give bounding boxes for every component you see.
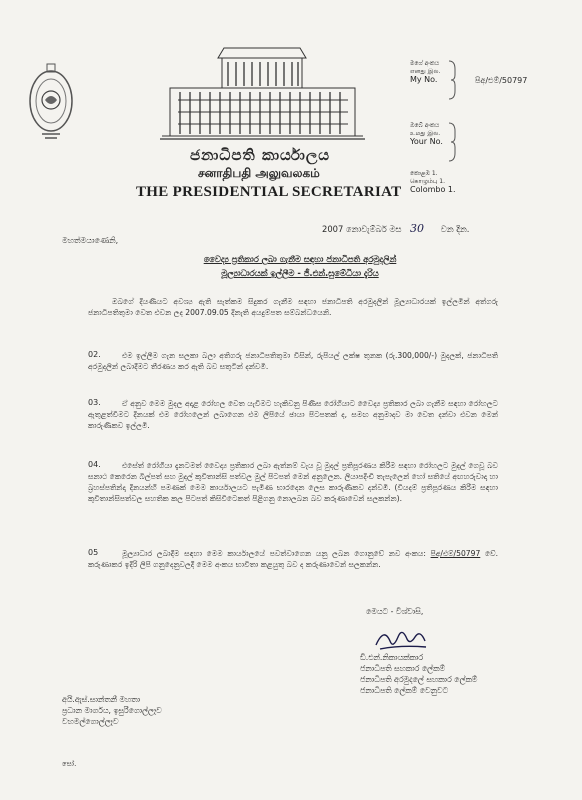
- paragraph-5-part-b: වේ. කරුණාකර ඉදිරි ලිපි ගනුදෙනුවලදී මෙම අංකය භාවිතා කළයුතු බව ද කරුණාවෙන් සලකන්න.: [88, 549, 499, 569]
- letterhead-title-tamil: சனாதிபதி அலுவலகம்: [198, 166, 320, 180]
- your-number-bracket: [448, 122, 456, 162]
- my-no-label-english: My No.: [410, 75, 438, 84]
- paragraph-5-ref-number: පිඅ/එම්/50797: [430, 549, 481, 558]
- footer-mark: සෝ.: [62, 760, 77, 768]
- my-no-label-sinhala: මගේ අංකය: [410, 60, 440, 67]
- signatory-title-3: ජනාධිපති ලේකම් වෙනුවට: [360, 686, 449, 695]
- recipient-line-2: ප්‍රධාන මාර්ගය, ඉසුරිගොල්ලෑව: [62, 706, 162, 715]
- your-no-label-tamil: உமது இல.: [410, 130, 441, 137]
- paragraph-5-number: 05: [88, 548, 99, 557]
- signatory-title-1: ජනාධිපති සහකාර ලේකම්: [360, 664, 446, 673]
- my-no-label-tamil: எனது இல.: [410, 68, 441, 75]
- date-suffix: වන දින.: [440, 224, 470, 234]
- letterhead-title-english: THE PRESIDENTIAL SECRETARIAT: [136, 184, 402, 200]
- paragraph-5: [88, 548, 498, 570]
- address-tamil: கொழும்பு 1.: [410, 178, 445, 185]
- paragraph-4-number: 04.: [88, 460, 101, 469]
- sri-lanka-emblem: [28, 58, 74, 144]
- paragraph-1: ඔබගේ දියණියට අවශ්‍ය ඇති සැත්කම සිදුකර ගැනීම සඳහා ජනාධිපති අරමුදලින් මූල්‍යාධාරයක් ඉල්ලමින් අත්ගරු ජනාධිපතිතුමා වෙත එවන ලද 2007.09.05 දිනැති අයදුම්පත සම්බන්ධයෙනි.: [88, 297, 498, 317]
- handwritten-signature: [372, 625, 442, 653]
- paragraph-5-part-a: මූල්‍යාධාර ලබාදීම සඳහා මෙම කාර්යාලයේ පවත්වාගෙන යනු ලබන ගොනුවේ නව අංකය:: [122, 549, 426, 558]
- my-number-value: පිඅ/එම්/50797: [475, 76, 528, 85]
- date-text: 2007 නොවැම්බර් මස: [322, 224, 402, 234]
- signatory-block: [360, 652, 560, 696]
- subject-line-2: මූල්‍යාධාරයක් ඉල්ලීම - ජී.එන්.සුමේධියා දැරිය: [221, 268, 379, 278]
- paragraph-3: ඒ අනුව මෙම මුදල අදාළ රෝහල වෙත යැවීමට හැකිවනු පිණිස රෝගියාට වෛද්‍ය ප්‍රතිකාර ලබා ගැනීම සඳහා රෝහලට ඇතුළත්වීමට දිනයක් එම රෝහලෙන් ලබාගෙන එම ලිපියේ ඡායා පිටපතක් ද, සමඟ අනුමාදව මා වෙත දන්වා එවන මෙන් කාරුණිකව ඉල්ලමි.: [88, 399, 498, 430]
- recipient-address: [62, 694, 262, 727]
- address-sinhala: කොළඹ 1.: [410, 170, 438, 177]
- paragraph-4: එසේත් රෝගියා දැනටමත් වෛද්‍ය ප්‍රතිකාර ලබා ඇත්නම් වැය වූ මුදල් ප්‍රතිපූරණය කිරීම සඳහා රෝහලට මුදල් ගෙවූ බව සනාථ කෙරෙන බිල්පත් සහ මුදල් කුවිතාන්සි පත්වල මුල් පිටපත් මෙන් අනුලෙන. ලියාපදිංචි තැපැලෙන් හෝ සතියේ අඟහරුවාදා හා බ්‍රහස්පතින්දා දිනයන්හි පමණක් මෙම කාර්යාලයට පැමිණ භාරදෙන ලෙස කාරුණිකව දන්වමි. (වියදම් ප්‍රතිපූරණය කිරීම සඳහා කුවිතාන්සිපත්වල සහතික කල පිටපත් කිසිවිටෙකත් පිළිගනු නොලබන බව කරුණාවෙන් සලකන්න).: [88, 461, 498, 503]
- sign-off: මෙයට - විශ්වාසි,: [366, 607, 424, 616]
- my-number-bracket: [448, 60, 456, 100]
- your-no-label-english: Your No.: [410, 137, 443, 146]
- your-no-label-sinhala: ඔබේ අංකය: [410, 122, 440, 129]
- recipient-line-1: අයි.ඇස්.සාන්තනී මහතා: [62, 695, 141, 704]
- address-english: Colombo 1.: [410, 185, 456, 194]
- paragraph-2-number: 02.: [88, 350, 101, 359]
- letterhead-title-sinhala: ජනාධිපති කාර්යාලය: [190, 146, 331, 164]
- address-block: [410, 170, 470, 194]
- presidential-secretariat-building-illustration: [160, 40, 365, 142]
- subject-line-1: වෛද්‍ය ප්‍රතිකාර ලබා ගැනීම සඳහා ජනාධිපති අරමුදලින්: [203, 254, 397, 264]
- signatory-name: ඩී.එන්.නිකායක්කාර: [360, 653, 424, 662]
- paragraph-3-number: 03.: [88, 398, 101, 407]
- date-day-handwritten: 30: [410, 222, 425, 235]
- salutation: මහත්මයාණෙනි,: [62, 236, 119, 245]
- subject-heading: [120, 252, 480, 280]
- date-line: [322, 222, 469, 235]
- signatory-title-2: ජනාධිපති අරමුදලේ සහකාර ලේකම්: [360, 675, 478, 684]
- paragraph-2: එම ඉල්ලීම ගැන සලකා බලා අතිගරු ජනාධිපතිතුමා විසින්, රුපියල් ලක්ෂ තුනක (රු.300,000/-) මුදලක්, ජනාධිපති අරමුදලින් ලබාදීමට තීරණය කර ඇති බව සතුටින් දන්වමි.: [88, 351, 498, 371]
- recipient-line-3: වහමල්ගොල්ලෑව: [62, 717, 119, 726]
